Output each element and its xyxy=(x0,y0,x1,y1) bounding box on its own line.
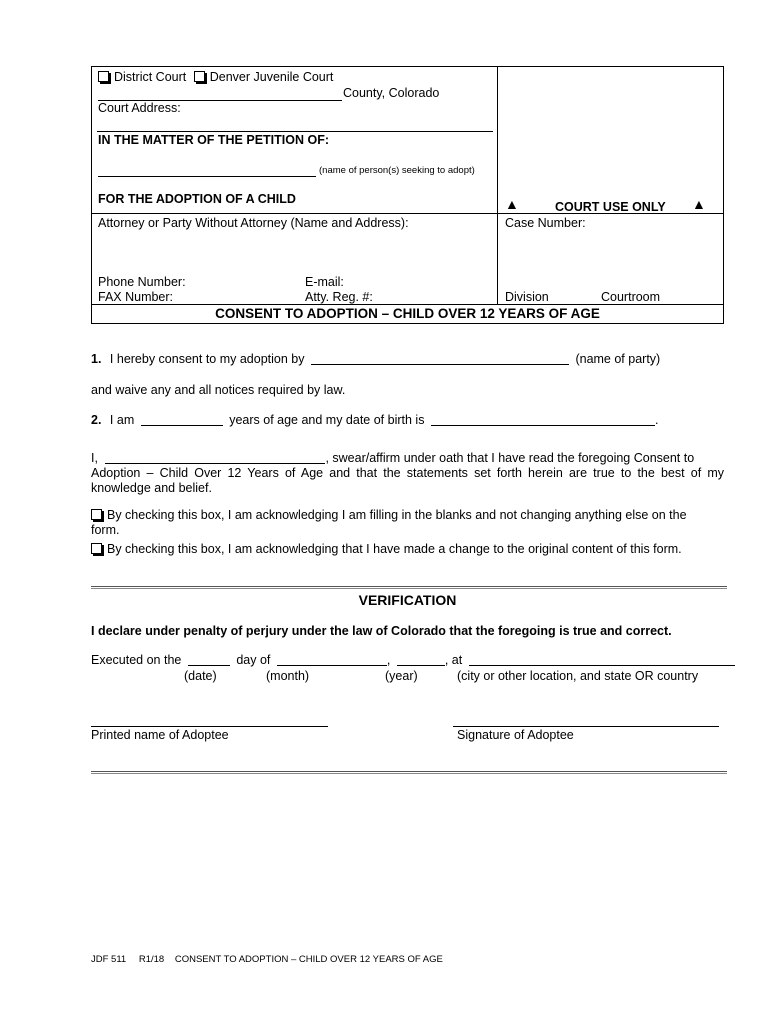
item-1-text: I hereby consent to my adoption by xyxy=(109,352,305,366)
item-1-suffix: (name of party) xyxy=(575,352,661,366)
check-1-text: By checking this box, I am acknowledging I am filling in the blanks and not changing anything else on the xyxy=(107,508,687,522)
verification-declaration: I declare under penalty of perjury under the law of Colorado that the foregoing is true and correct. xyxy=(91,624,672,638)
court-address-label: Court Address: xyxy=(98,101,181,115)
petitioner-blank[interactable] xyxy=(98,164,316,177)
oath-name-blank[interactable] xyxy=(105,451,325,464)
verification-bottom-rule xyxy=(91,771,727,774)
date-of-birth-blank[interactable] xyxy=(431,413,655,426)
petitioner-hint: (name of person(s) seeking to adopt) xyxy=(319,165,475,176)
footer-form-id: JDF 511 xyxy=(91,954,127,965)
no-changes-checkbox[interactable] xyxy=(91,509,102,520)
court-use-only: COURT USE ONLY xyxy=(555,200,666,214)
printed-name-line[interactable] xyxy=(91,726,328,727)
item-2-number: 2. xyxy=(91,413,102,427)
adopting-party-blank[interactable] xyxy=(311,352,569,365)
signature-label: Signature of Adoptee xyxy=(457,728,574,742)
check-1-continuation: form. xyxy=(91,523,120,537)
email-label: E-mail: xyxy=(305,275,344,289)
item-2-text-a: I am xyxy=(109,413,135,427)
oath-line-1 xyxy=(91,451,694,465)
changes-made-checkbox[interactable] xyxy=(91,543,102,554)
waive-notice: and waive any and all notices required by law. xyxy=(91,383,346,397)
acknowledge-row-1 xyxy=(91,508,687,522)
oath-text-3: knowledge and belief. xyxy=(91,481,212,495)
verification-top-rule xyxy=(91,586,727,589)
executed-location-blank[interactable] xyxy=(469,653,735,666)
item-1-number: 1. xyxy=(91,352,102,366)
county-blank[interactable] xyxy=(98,88,342,101)
at-label: , at xyxy=(444,653,463,667)
matter-heading: IN THE MATTER OF THE PETITION OF: xyxy=(98,133,330,147)
executed-row xyxy=(91,653,735,667)
check-2-text: By checking this box, I am acknowledging that I have made a change to the original content of this form. xyxy=(107,542,682,556)
triangle-right-icon: ▲ xyxy=(692,196,706,212)
verification-title: VERIFICATION xyxy=(358,592,457,608)
adoption-line: FOR THE ADOPTION OF A CHILD xyxy=(98,192,296,206)
title-separator xyxy=(91,304,724,305)
oath-text-2: Adoption – Child Over 12 Years of Age and that the statements set forth herein are true to the best of my xyxy=(91,466,724,480)
courtroom-label: Courtroom xyxy=(601,290,661,304)
court-type-row xyxy=(98,70,333,84)
item-1 xyxy=(91,352,660,366)
executed-on-label: Executed on the xyxy=(91,653,182,667)
district-court-label: District Court xyxy=(114,70,187,84)
division-label: Division xyxy=(505,290,549,304)
oath-text-1: , swear/affirm under oath that I have read the foregoing Consent to xyxy=(325,451,695,465)
footer-title: CONSENT TO ADOPTION – CHILD OVER 12 YEARS OF AGE xyxy=(174,954,443,965)
executed-month-blank[interactable] xyxy=(277,653,387,666)
item-2-period: . xyxy=(654,413,659,427)
comma-label: , xyxy=(386,653,391,667)
footer xyxy=(91,954,443,965)
oath-prefix: I, xyxy=(91,451,98,465)
footer-revision: R1/18 xyxy=(138,954,165,965)
date-hint: (date) xyxy=(184,669,217,683)
year-hint: (year) xyxy=(385,669,418,683)
caption-divider xyxy=(497,66,498,304)
district-court-checkbox[interactable] xyxy=(98,71,109,82)
executed-year-blank[interactable] xyxy=(397,653,445,666)
phone-label: Phone Number: xyxy=(98,275,186,289)
fax-label: FAX Number: xyxy=(98,290,174,304)
signature-line[interactable] xyxy=(453,726,719,727)
form-title: CONSENT TO ADOPTION – CHILD OVER 12 YEARS OF AGE xyxy=(215,306,600,321)
denver-juvenile-court-checkbox[interactable] xyxy=(194,71,205,82)
city-hint: (city or other location, and state OR country xyxy=(457,669,699,683)
triangle-left-icon: ▲ xyxy=(505,196,519,212)
printed-name-label: Printed name of Adoptee xyxy=(91,728,229,742)
acknowledge-row-2 xyxy=(91,542,682,556)
case-number-label: Case Number: xyxy=(505,216,586,230)
county-label: County, Colorado xyxy=(343,86,440,100)
executed-date-blank[interactable] xyxy=(188,653,230,666)
day-of-label: day of xyxy=(236,653,271,667)
denver-juvenile-court-label: Denver Juvenile Court xyxy=(209,70,334,84)
item-2-text-b: years of age and my date of birth is xyxy=(229,413,425,427)
court-address-line xyxy=(97,131,493,132)
month-hint: (month) xyxy=(266,669,310,683)
item-2 xyxy=(91,413,658,427)
attorney-label: Attorney or Party Without Attorney (Name and Address): xyxy=(98,216,409,230)
atty-reg-label: Atty. Reg. #: xyxy=(305,290,373,304)
age-blank[interactable] xyxy=(141,413,223,426)
